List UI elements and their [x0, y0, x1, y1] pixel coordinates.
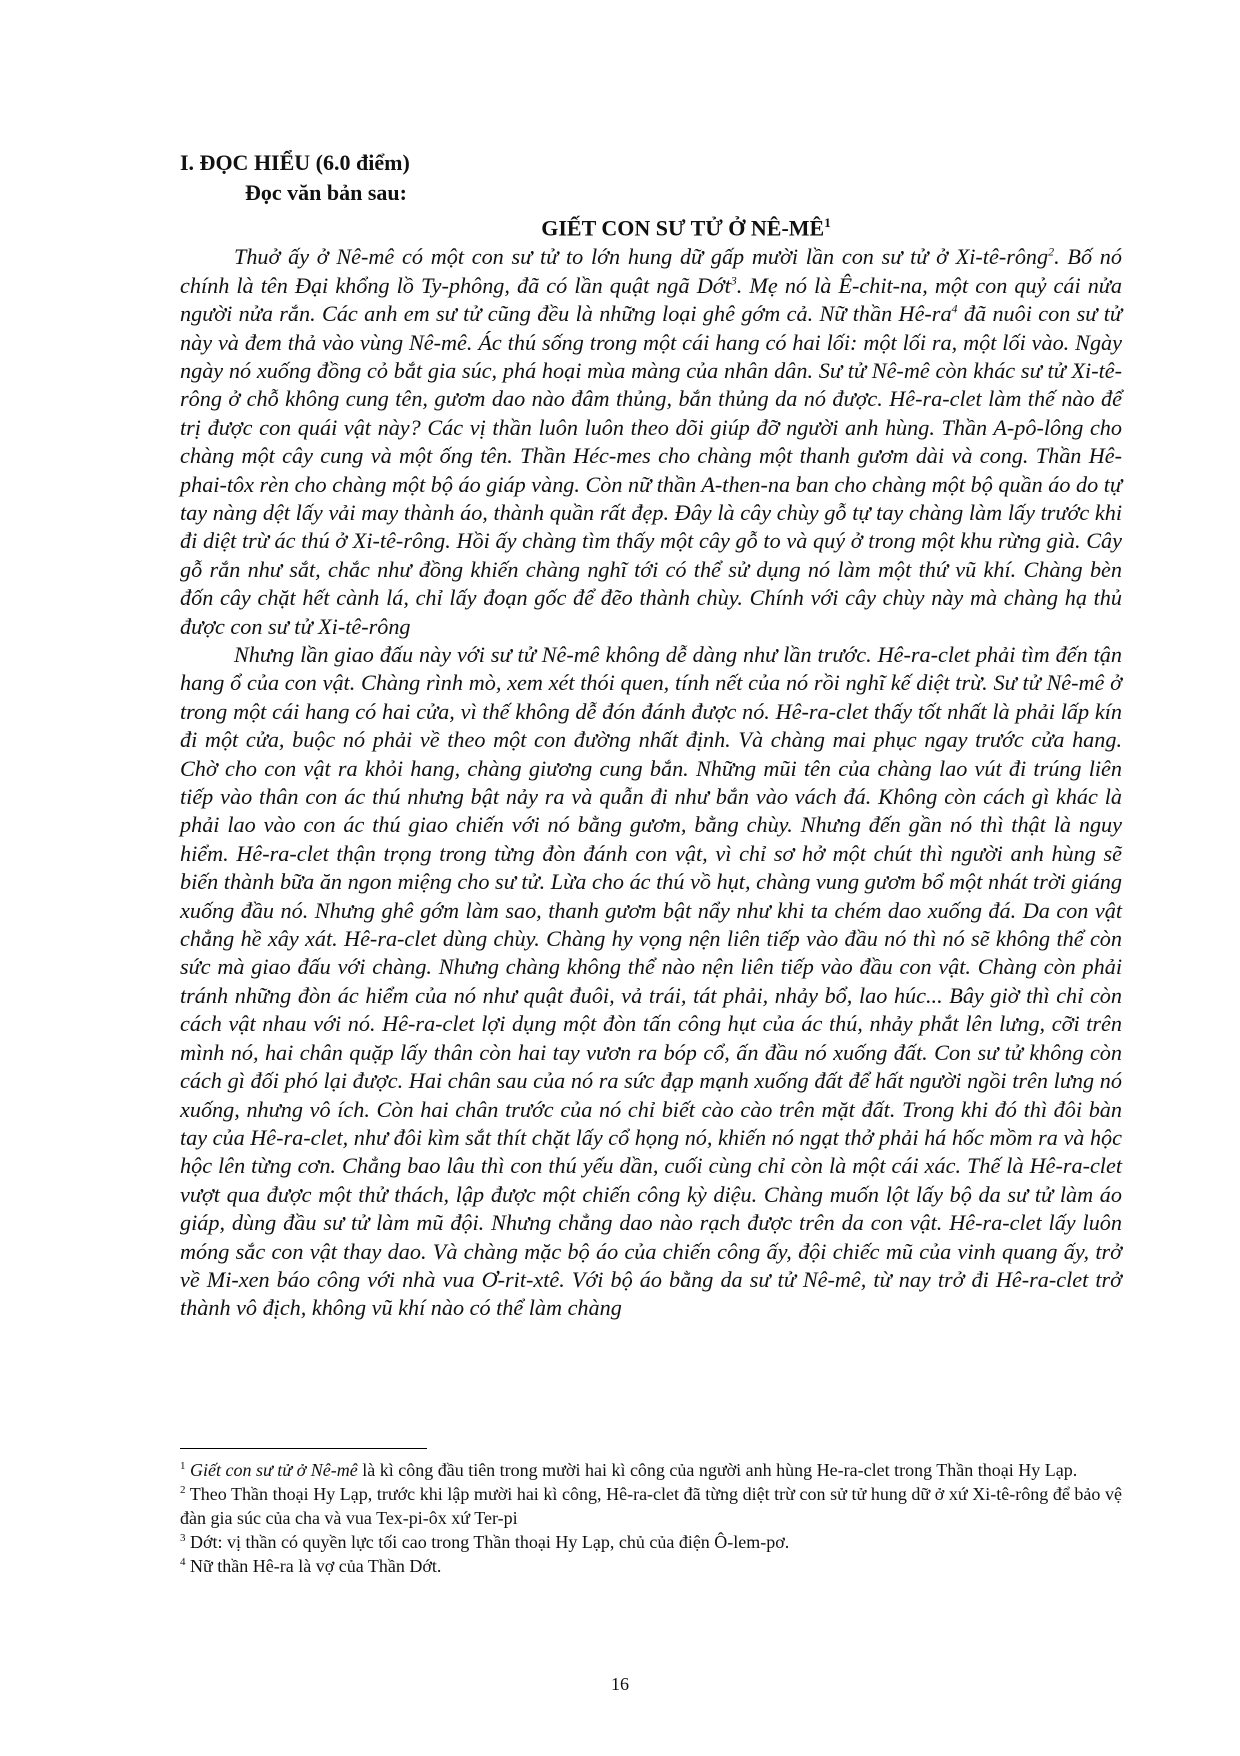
footnote-ref-4: 4 — [951, 301, 958, 316]
story-paragraph-2: Nhưng lần giao đấu này với sư tử Nê-mê không dễ dàng như lần trước. Hê-ra-clet phải tìm đến tận hang ổ của con vật. Chàng rình mò, xem xét thói quen, tính nết của nó rồi nghĩ kế diệt trừ. Sư tử Nê-mê ở trong một cái hang có hai cửa, vì thế không dễ đón đánh được nó. Hê-ra-clet thấy tốt nhất là phải lấp kín đi một cửa, buộc nó phải về theo một con đường nhất định. Và chàng mai phục ngay trước cửa hang. Chờ cho con vật ra khỏi hang, chàng giương cung bắn. Những mũi tên của chàng lao vút đi trúng liên tiếp vào thân con ác thú nhưng bật nảy ra và quẫn đi như bắn vào vách đá. Không còn cách gì khác là phải lao vào con ác thú giao chiến với nó bằng gươm, bằng chùy. Nhưng đến gần nó thì thật là nguy hiểm. Hê-ra-clet thận trọng trong từng đòn đánh con vật, vì chỉ sơ hở một chút thì người anh hùng sẽ biến thành bữa ăn ngon miệng cho sư tử. Lừa cho ác thú vồ hụt, chàng vung gươm bổ một nhát trời giáng xuống đầu nó. Nhưng ghê gớm làm sao, thanh gươm bật nẩy như khi ta chém dao xuống đá. Da con vật chẳng hề xây xát. Hê-ra-clet dùng chùy. Chàng hy vọng nện liên tiếp vào đầu nó thì nó sẽ không thể còn sức mà giao đấu với chàng. Nhưng chàng không thể nào nện liên tiếp vào đầu con vật. Chàng còn phải tránh những đòn ác hiểm của nó như quật đuôi, vả trái, tát phải, nhảy bổ, lao húc... Bây giờ thì chỉ còn cách vật nhau với nó. Hê-ra-clet lợi dụng một đòn tấn công hụt của ác thú, nhảy phắt lên lưng, cỡi trên mình nó, hai chân quặp lấy thân còn hai tay vươn ra bóp cổ, ấn đầu nó xuống đất. Con sư tử không còn cách gì đối phó lại được. Hai chân sau của nó ra sức đạp mạnh xuống đất để hất người ngồi trên lưng nó xuống, nhưng vô ích. Còn hai chân trước của nó chỉ biết cào cào trên mặt đất. Trong khi đó thì đôi bàn tay của Hê-ra-clet, như đôi kìm sắt thít chặt lấy cổ họng nó, khiến nó ngạt thở phải há hốc mồm ra và hộc hộc lên từng cơn. Chẳng bao lâu thì con thú yếu dần, cuối cùng chỉ còn là một cái xác. Thế là Hê-ra-clet vượt qua được một thử thách, lập được một chiến công kỳ diệu. Chàng muốn lột lấy bộ da sư tử làm áo giáp, dùng đầu sư tử làm mũ đội. Nhưng chẳng dao nào rạch được trên da con vật. Hê-ra-clet lấy luôn móng sắc con vật thay dao. Và chàng mặc bộ áo của chiến công ấy, đội chiếc mũ của vinh quang ấy, trở về Mi-xen báo công với nhà vua Ơ-rit-xtê. Với bộ áo bằng da sư tử Nê-mê, từ nay trở đi Hê-ra-clet trở thành vô địch, không vũ khí nào có thể làm chàng — [180, 642, 1122, 1321]
story-title — [250, 208, 1122, 243]
page-number: 16 — [611, 1674, 629, 1694]
footnote-ref-3: 3 — [730, 273, 737, 288]
footnote-1 — [180, 1458, 1122, 1482]
footnote-text: Nữ thần Hê-ra là vợ của Thần Dớt. — [185, 1556, 442, 1576]
footnote-number: 1 — [180, 1460, 186, 1472]
story-text — [180, 243, 1122, 1322]
paragraph-1-part-3: . Mẹ nó là Ê-chit-na, một con quỷ cái nửa người nửa rắn. Các anh em sư tử cũng đều là những loại ghê gớm cả. Nữ thần Hê-ra — [180, 272, 1123, 327]
footnote-text: là kì công đầu tiên trong mười hai kì công của người anh hùng He-ra-clet trong Thần thoại Hy Lạp. — [357, 1460, 1078, 1480]
footnotes — [180, 1458, 1122, 1578]
story-title-text: GIẾT CON SƯ TỬ Ở NÊ-MÊ — [541, 215, 825, 241]
footnote-separator — [180, 1448, 427, 1449]
footnote-4 — [180, 1554, 1122, 1578]
reading-instruction: Đọc văn bản sau: — [245, 180, 407, 205]
footnote-2 — [180, 1482, 1122, 1530]
paragraph-1-part-2: . Bố nó chính là tên Đại khổng lồ Ty-phông, đã có lần quật ngã Dớt — [180, 244, 1122, 298]
section-title: I. ĐỌC HIỂU (6.0 điểm) — [180, 150, 410, 175]
paragraph-1-part-1: Thuở ấy ở Nê-mê có một con sư tử to lớn hung dữ gấp mười lần con sư tử ở Xi-tê-rông — [234, 244, 1049, 270]
paragraph-1-part-4: đã nuôi con sư tử này và đem thả vào vùng Nê-mê. Ác thú sống trong một cái hang có hai lối: một lối ra, một lối vào. Ngày ngày nó xuống đồng cỏ bắt gia súc, phá hoại mùa màng của nhân dân. Sư tử Nê-mê còn khác sư tử Xi-tê-rông ở chỗ không cung tên, gươm dao nào đâm thủng, bắn thủng da nó được. Hê-ra-clet làm thế nào để trị được con quái vật này? Các vị thần luôn luôn theo dõi giúp đỡ người anh hùng. Thần A-pô-lông cho chàng một cây cung và một ống tên. Thần Héc-mes cho chàng một thanh gươm dài và cong. Thần Hê-phai-tôx rèn cho chàng một bộ áo giáp vàng. Còn nữ thần A-then-na ban cho chàng một bộ quần áo do tự tay nàng dệt lấy vải may thành áo, thành quần rất đẹp. Đây là cây chùy gỗ tự tay chàng làm lấy trước khi đi diệt trừ ác thú ở Xi-tê-rông. Hồi ấy chàng tìm thấy một cây gỗ to và quý ở trong một khu rừng già. Cây gỗ rắn như sắt, chắc như đồng khiến chàng nghĩ tới có thể sử dụng nó làm một thứ vũ khí. Chàng bèn đốn cây chặt hết cành lá, chỉ lấy đoạn gốc để đẽo thành chùy. Chính với cây chùy này mà chàng hạ thủ được con sư tử Xi-tê-rông — [180, 301, 1123, 639]
footnote-number: 4 — [180, 1556, 186, 1568]
footnote-emphasis: Giết con sư tử ở Nê-mê — [190, 1460, 358, 1480]
footnote-3 — [180, 1530, 1122, 1554]
footnote-number: 2 — [180, 1484, 186, 1496]
main-content — [180, 148, 1122, 1323]
footnote-number: 3 — [180, 1532, 186, 1544]
footnote-text: Theo Thần thoại Hy Lạp, trước khi lập mười hai kì công, Hê-ra-clet đã từng diệt trừ con sử tử hung dữ ở xứ Xi-tê-rông để bảo vệ đàn gia súc của cha và vua Tex-pi-ôx xứ Ter-pi — [180, 1484, 1122, 1528]
footnote-ref-1: 1 — [824, 215, 831, 230]
footnote-ref-2: 2 — [1048, 244, 1055, 259]
footnote-text: Dớt: vị thần có quyền lực tối cao trong Thần thoại Hy Lạp, chủ của điện Ô-lem-pơ. — [185, 1532, 790, 1552]
story-paragraph-1 — [180, 243, 1122, 641]
